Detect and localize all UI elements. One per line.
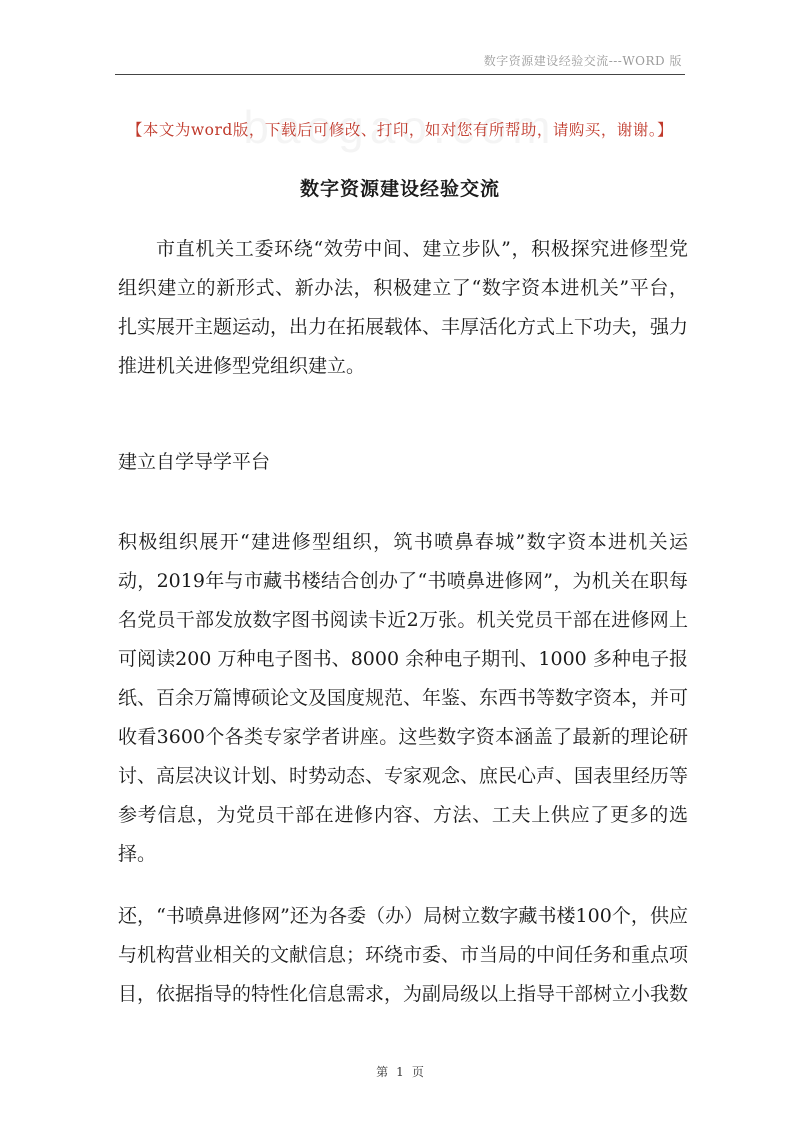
purchase-notice: 【本文为word版，下载后可修改、打印，如对您有所帮助，请购买，谢谢。】	[126, 121, 674, 139]
running-header: 数字资源建设经验交流---WORD 版	[483, 54, 682, 68]
page-footer	[0, 1063, 800, 1080]
page-number: 1	[396, 1065, 404, 1079]
body-paragraph-platform: 积极组织展开“建进修型组织，筑书喷鼻春城”数字资本进机关运动，2019年与市藏书楼结合创办了“书喷鼻进修网”，为机关在职每名党员干部发放数字图书阅读卡近2万张。机关党员干部在进修网上可阅读200 万种电子图书、8000 余种电子期刊、1000 多种电子报纸、百余万篇博硕论文及国度规范、年鉴、东西书等数字资本，并可收看3600个各类专家学者讲座。这些数字资本涵盖了最新的理论研讨、高层决议计划、时势动态、专家观念、庶民心声、国表里经历等参考信息，为党员干部在进修内容、方法、工夫上供应了更多的选择。	[118, 531, 689, 865]
document-title: 数字资源建设经验交流	[299, 178, 500, 200]
body-paragraph-library: 还，“书喷鼻进修网”还为各委（办）局树立数字藏书楼100个，供应与机构营业相关的文献信息；环绕市委、市当局的中间任务和重点项目，依据指导的特性化信息需求，为副局级以上指导干部树立小我数	[118, 905, 689, 1005]
section-heading: 建立自学导学平台	[118, 451, 271, 473]
footer-prefix: 第	[376, 1065, 389, 1079]
header-rule	[115, 74, 685, 75]
body-paragraph-intro: 市直机关工委环绕“效劳中间、建立步队”，积极探究进修型党组织建立的新形式、新办法，积极建立了“数字资本进机关”平台，扎实展开主题运动，出力在拓展载体、丰厚活化方式上下功夫，强力推进机关进修型党组织建立。	[118, 238, 689, 377]
footer-suffix: 页	[411, 1065, 424, 1079]
